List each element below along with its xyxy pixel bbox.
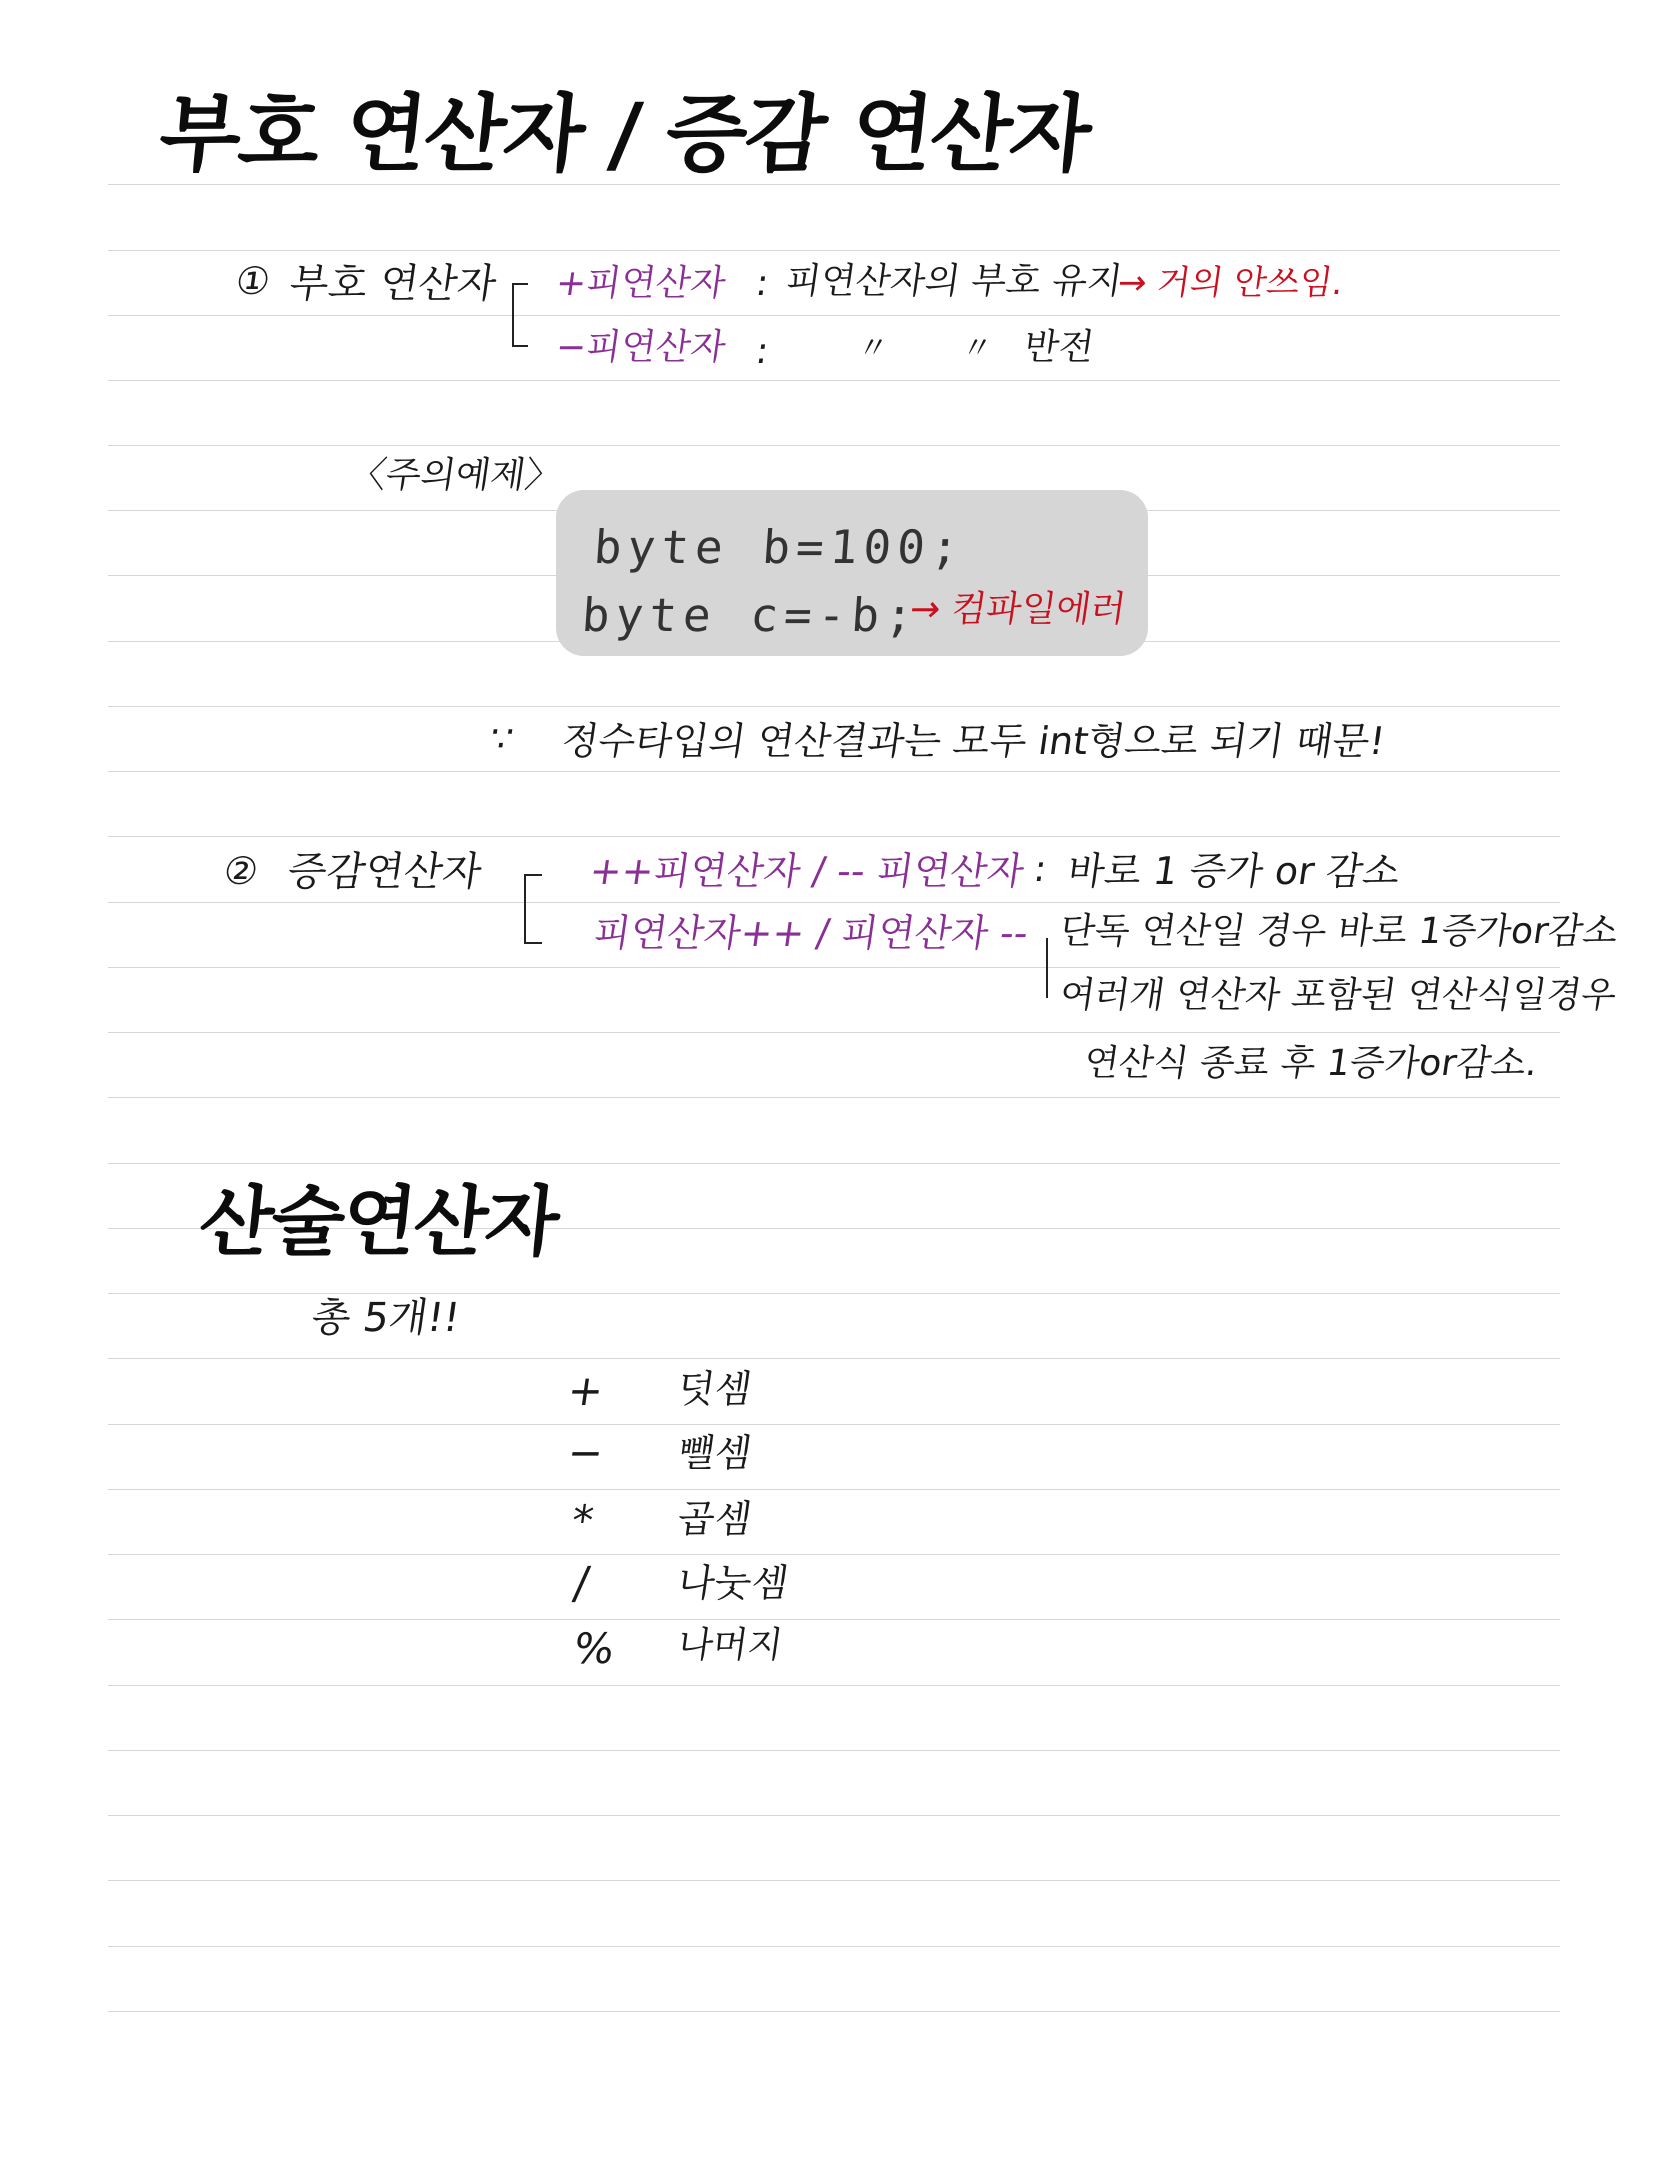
postfix-desc-single: 단독 연산일 경우 바로 1증가or감소	[1057, 911, 1621, 952]
item-label-inc-dec-operator: 증감연산자	[284, 849, 485, 895]
bracket	[512, 283, 528, 347]
colon: :	[753, 263, 772, 304]
colon: :	[1031, 849, 1050, 890]
operator-name: 나머지	[675, 1625, 786, 1666]
compile-error-note: → 컴파일에러	[907, 589, 1129, 630]
ruled-line	[108, 1685, 1560, 1686]
ruled-line	[108, 1097, 1560, 1098]
ruled-line	[108, 836, 1560, 837]
code-line-1: byte b=100;	[592, 520, 967, 574]
operator-symbol: +	[564, 1366, 607, 1415]
postfix-desc-after: 연산식 종료 후 1증가or감소.	[1081, 1043, 1541, 1084]
ruled-line	[108, 902, 1560, 903]
operator-symbol: /	[570, 1558, 593, 1609]
ruled-line	[108, 706, 1560, 707]
ruled-line	[108, 315, 1560, 316]
ruled-line	[108, 1163, 1560, 1164]
code-line-2: byte c=-b;	[580, 588, 921, 642]
ruled-line	[108, 1032, 1560, 1033]
operator-name: 뺄셈	[674, 1431, 755, 1475]
ruled-line	[108, 445, 1560, 446]
ruled-line	[108, 967, 1560, 968]
operator-symbol: %	[570, 1624, 618, 1673]
ruled-line	[108, 1946, 1560, 1947]
ditto-mark: 〃	[959, 331, 995, 366]
ruled-line	[108, 184, 1560, 185]
section-title-arithmetic: 산술연산자	[195, 1177, 562, 1266]
ruled-line	[108, 2011, 1560, 2012]
because-symbol: ∵	[487, 719, 516, 760]
unary-minus-operator: −피연산자	[553, 327, 729, 368]
example-label: 〈주의예제〉	[347, 455, 565, 496]
page-title: 부호 연산자 / 증감 연산자	[154, 85, 1095, 183]
operator-name: 덧셈	[674, 1367, 755, 1411]
item-number-1: ①	[232, 259, 274, 303]
ruled-line	[108, 380, 1560, 381]
ruled-line	[108, 1619, 1560, 1620]
ruled-line	[108, 1750, 1560, 1751]
operator-count: 총 5개!!	[308, 1295, 463, 1341]
operator-name: 나눗셈	[674, 1561, 792, 1605]
ruled-line	[108, 1358, 1560, 1359]
unary-plus-operator: +피연산자	[553, 263, 729, 304]
unary-plus-note: → 거의 안쓰임.	[1115, 263, 1346, 303]
prefix-operators: ++피연산자 / -- 피연산자	[586, 849, 1027, 893]
item-number-2: ②	[220, 849, 262, 893]
ditto-mark: 〃	[855, 331, 891, 366]
ruled-line	[108, 1489, 1560, 1490]
prefix-desc: 바로 1 증가 or 감소	[1064, 849, 1403, 893]
unary-minus-desc: 반전	[1021, 327, 1097, 368]
unary-plus-desc: 피연산자의 부호 유지	[783, 261, 1125, 302]
ruled-line	[108, 1424, 1560, 1425]
ruled-line	[108, 1293, 1560, 1294]
ruled-line	[108, 1815, 1560, 1816]
postfix-operators: 피연산자++ / 피연산자 --	[590, 911, 1031, 955]
operator-symbol: *	[568, 1496, 597, 1545]
ruled-line	[108, 1880, 1560, 1881]
item-label-sign-operator: 부호 연산자	[286, 261, 500, 307]
ruled-line	[108, 250, 1560, 251]
colon: :	[753, 331, 772, 372]
postfix-desc-multiple: 여러개 연산자 포함된 연산식일경우	[1057, 975, 1619, 1016]
ruled-line	[108, 1554, 1560, 1555]
reason-text: 정수타입의 연산결과는 모두 int형으로 되기 때문!	[558, 719, 1388, 763]
ruled-line	[108, 771, 1560, 772]
operator-symbol: −	[564, 1428, 607, 1477]
operator-name: 곱셈	[674, 1497, 755, 1541]
bracket	[524, 874, 542, 944]
